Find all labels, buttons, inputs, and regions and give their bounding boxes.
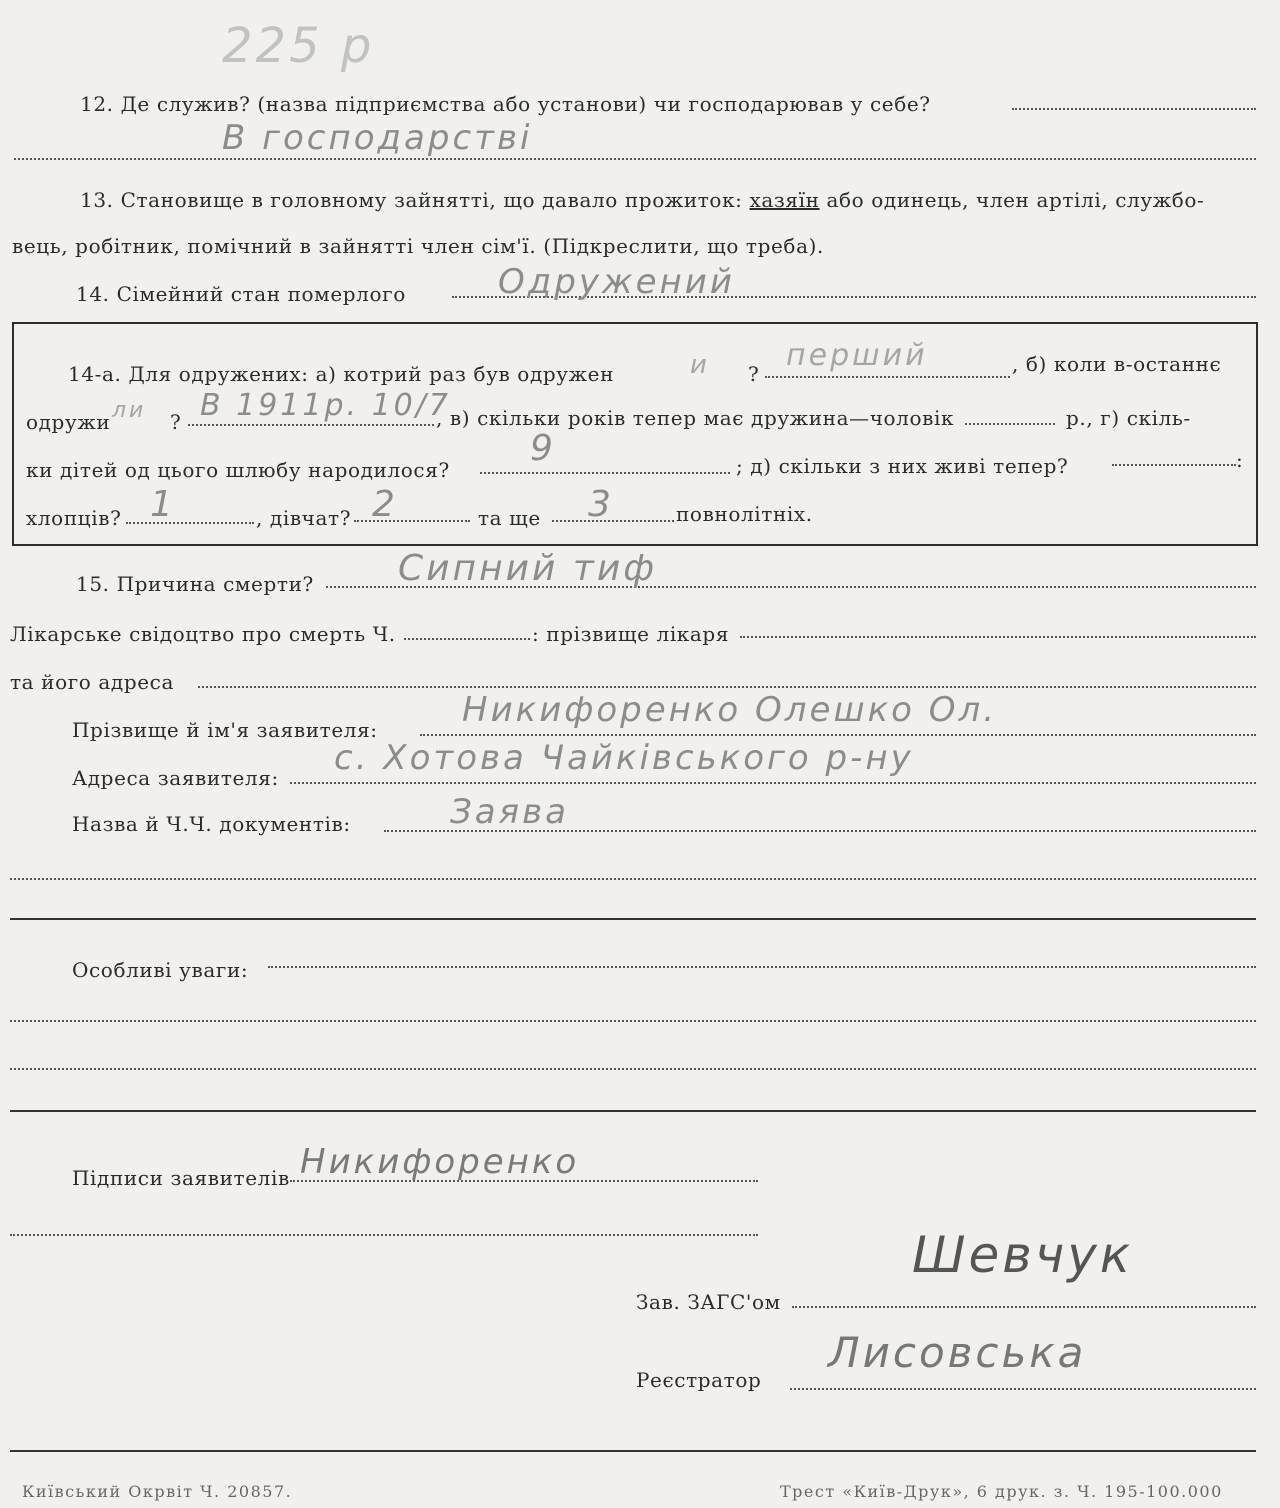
applicants-signature-line-2 <box>10 1234 758 1236</box>
q14a-girls-value: 2 <box>372 484 398 525</box>
q12-answer-line-b <box>14 158 1256 160</box>
q13-line1-prefix: 13. Становище в головному зайнятті, що давало прожиток: <box>80 188 743 212</box>
q14a-boys-value: 1 <box>150 484 176 525</box>
applicants-signature-value: Никифоренко <box>300 1142 580 1182</box>
applicant-name-label: Прізвище й ім'я заявителя: <box>72 718 378 742</box>
q13-line1 <box>80 188 1204 212</box>
q12-label: 12. Де служив? (назва підприємства або установи) чи господарював у себе? <box>80 92 931 116</box>
registrar-line <box>790 1388 1256 1390</box>
q14a-line2-suffix: ? <box>170 410 182 434</box>
q14a-line3-colon: : <box>1236 448 1244 472</box>
q14a-and-label: та ще <box>478 506 541 530</box>
applicant-name-line <box>420 734 1256 736</box>
divider-2 <box>10 1110 1256 1112</box>
q14a-line2-tail: р., г) скіль- <box>1066 406 1191 430</box>
registrar-signature: Лисовська <box>828 1328 1087 1377</box>
zags-head-signature: Шевчук <box>912 1226 1134 1284</box>
remarks-line-2 <box>10 1020 1256 1022</box>
q12-answer: В господарстві <box>222 118 533 158</box>
q14a-line1-answer-line <box>765 376 1010 378</box>
medical-address-label: та його адреса <box>10 670 174 694</box>
medical-cert-label: Лікарське свідоцтво про смерть Ч. <box>10 622 396 646</box>
q14a-line1-label: 14-а. Для одружених: а) котрий раз був одружен <box>68 362 614 386</box>
q14a-line3-end-line <box>1112 464 1236 466</box>
q14a-line2-mid-text: , в) скільки років тепер має дружина—чоловік <box>436 406 955 430</box>
applicant-address-value: с. Хотова Чайківського р-ну <box>334 738 914 778</box>
q14a-spouse-age-blank <box>965 423 1055 425</box>
divider-1 <box>10 918 1256 920</box>
q14a-line3-label: ки дітей од цього шлюбу народилося? <box>26 458 450 482</box>
q14a-line2-label-hand: ли <box>112 398 147 423</box>
q14a-boys-line <box>126 522 254 524</box>
q13-line2: вець, робітник, помічний в зайнятті член сім'ї. (Підкреслити, що треба). <box>12 234 824 258</box>
q14a-line1-suffix-hand: и <box>690 350 710 380</box>
q15-answer: Сипний тиф <box>398 548 657 589</box>
applicant-docs-label: Назва й Ч.Ч. документів: <box>72 812 351 836</box>
q14a-line3-mid: ; д) скільки з них живі тепер? <box>736 454 1069 478</box>
zags-head-label: Зав. ЗАГС'ом <box>636 1290 781 1314</box>
remarks-label: Особливі уваги: <box>72 958 249 982</box>
medical-cert-number-line <box>404 638 530 640</box>
q14a-more-value: 3 <box>588 484 614 525</box>
q14a-line1-end: , б) коли в-останнє <box>1012 352 1222 376</box>
archive-mark: 225 р <box>222 18 375 74</box>
q14a-line2-answer-line <box>188 424 434 426</box>
registrar-label: Реєстратор <box>636 1368 762 1392</box>
q14a-line1-answer: перший <box>786 338 928 373</box>
applicant-address-line <box>290 782 1256 784</box>
medical-doctor-label: : прізвище лікаря <box>532 622 730 646</box>
q12-answer-line-a <box>1012 108 1256 110</box>
q14a-boys-label: хлопців? <box>26 506 122 530</box>
q14a-line2-answer: В 1911р. 10/7 <box>200 388 451 423</box>
q13-underlined-owner: хазяїн <box>749 188 820 212</box>
q14a-line1-suffix: ? <box>748 362 760 386</box>
q14a-line3-answer-line <box>480 472 730 474</box>
medical-doctor-line <box>740 636 1256 638</box>
q14a-line2-mid <box>436 406 1191 430</box>
q14a-line2-label: одружи <box>26 410 111 434</box>
q15-label: 15. Причина смерти? <box>76 572 314 596</box>
applicants-signature-label: Підписи заявителів <box>72 1166 290 1190</box>
applicant-name-value: Никифоренко Олешко Ол. <box>462 690 998 730</box>
zags-head-line <box>792 1306 1256 1308</box>
applicant-address-label: Адреса заявителя: <box>72 766 279 790</box>
q13-line1-suffix: або одинець, член артілі, службо- <box>826 188 1205 212</box>
applicant-docs-value: Заява <box>450 792 569 832</box>
q14a-adult-label: повнолітніх. <box>676 502 813 526</box>
divider-3 <box>10 1450 1256 1452</box>
q14a-girls-label: , дівчат? <box>256 506 352 530</box>
q14a-line3-answer: 9 <box>530 428 556 469</box>
q14-label: 14. Сімейний стан померлого <box>76 282 406 306</box>
remarks-line-1 <box>268 966 1256 968</box>
extra-line-1 <box>10 878 1256 880</box>
footer-left: Київський Окрвіт Ч. 20857. <box>22 1482 293 1501</box>
footer-right: Трест «Київ-Друк», 6 друк. з. Ч. 195-100.000 <box>780 1482 1223 1501</box>
medical-address-line <box>198 686 1256 688</box>
remarks-line-3 <box>10 1068 1256 1070</box>
q14-answer: Одружений <box>498 262 735 302</box>
